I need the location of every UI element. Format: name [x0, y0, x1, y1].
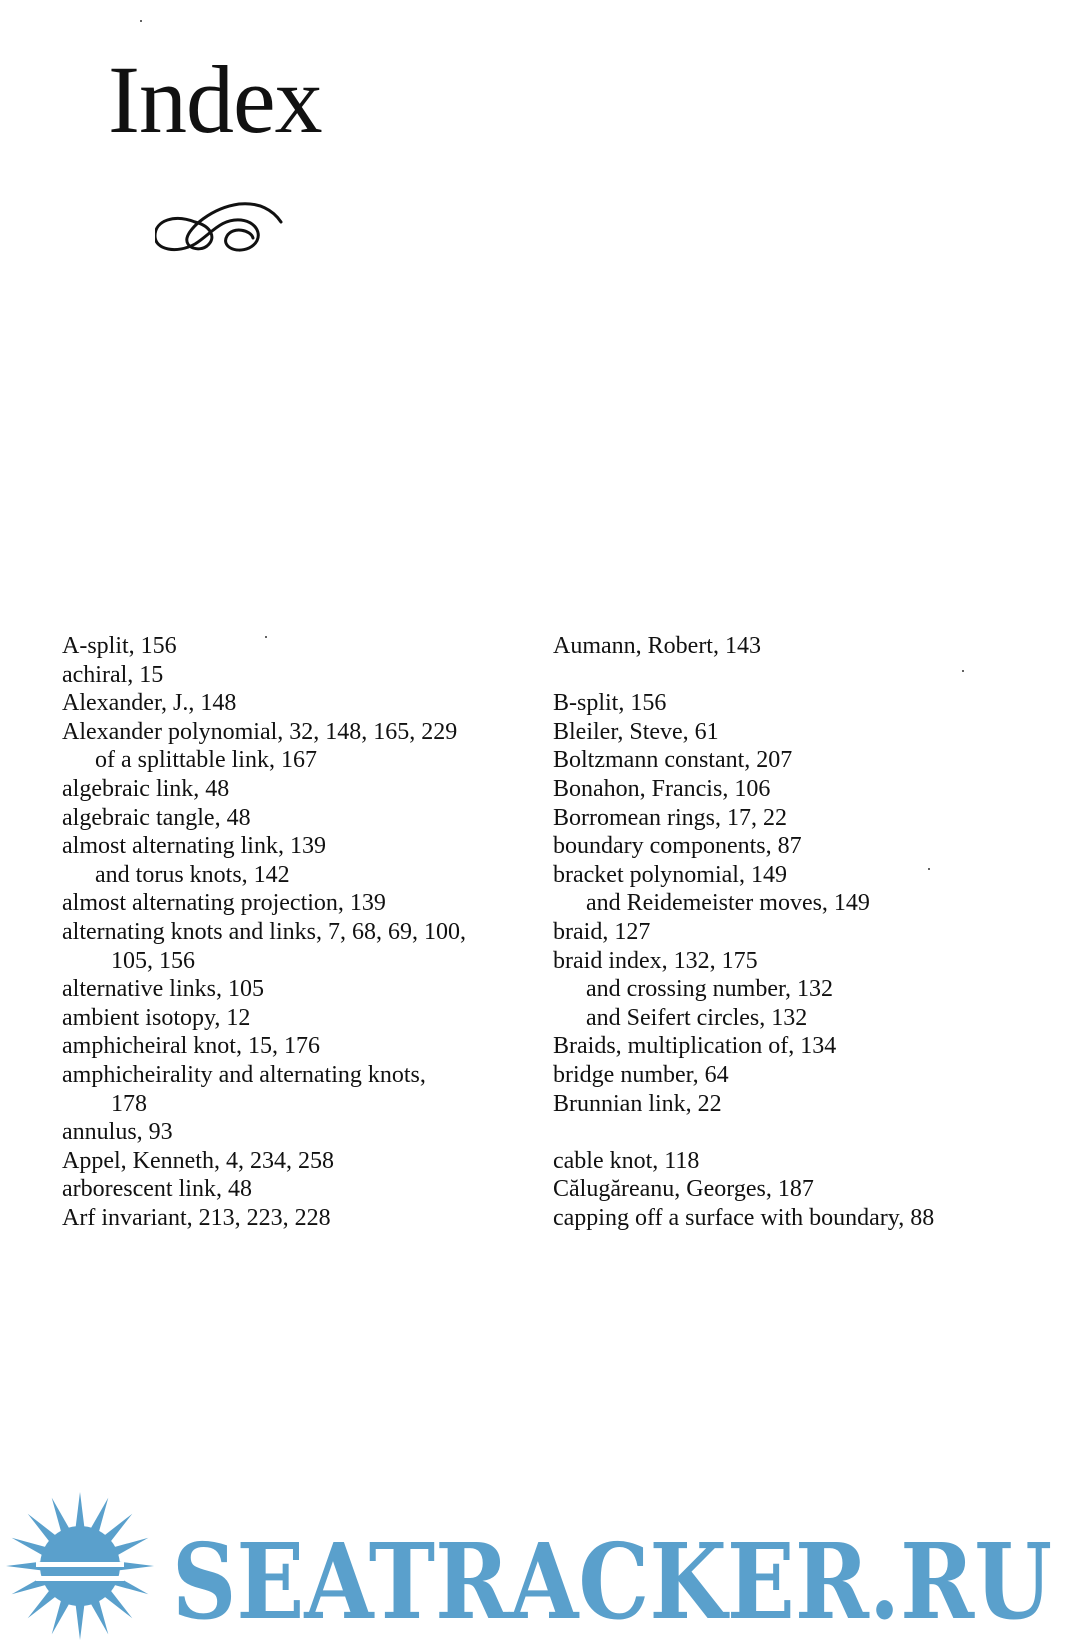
index-subentry: of a splittable link, 167	[95, 747, 317, 774]
index-entry: Bonahon, Francis, 106	[553, 775, 771, 802]
index-entry: capping off a surface with boundary, 88	[553, 1204, 935, 1231]
index-entry: almost alternating projection, 139	[62, 890, 386, 917]
sun-ray	[76, 1492, 85, 1528]
index-entry: Alexander, J., 148	[62, 690, 237, 717]
index-entry: A-split, 156	[62, 633, 177, 659]
index-entry: bracket polynomial, 149	[553, 861, 787, 888]
index-entry: Boltzmann constant, 207	[553, 747, 793, 774]
sun-ray	[52, 1498, 70, 1533]
index-entry: B-split, 156	[553, 690, 667, 717]
index-entry: alternative links, 105	[62, 976, 264, 1003]
index-subentry: and Reidemeister moves, 149	[586, 890, 870, 917]
index-entry: Braids, multiplication of, 134	[553, 1033, 837, 1060]
index-entry-continuation: 178	[111, 1090, 147, 1117]
index-entry: Appel, Kenneth, 4, 234, 258	[62, 1147, 334, 1174]
page-title: Index	[108, 46, 322, 153]
index-gap	[553, 1118, 1023, 1147]
sun-icon	[6, 1492, 154, 1640]
index-entry: bridge number, 64	[553, 1061, 729, 1088]
index-subentry: and torus knots, 142	[95, 861, 290, 888]
index-entry: algebraic tangle, 48	[62, 804, 251, 831]
index-entry: almost alternating link, 139	[62, 833, 326, 860]
index-entry: Brunnian link, 22	[553, 1090, 722, 1117]
index-entry: braid index, 132, 175	[553, 947, 758, 974]
index-entry: achiral, 15	[62, 661, 164, 688]
watermark	[0, 1490, 1080, 1642]
index-gap	[553, 661, 1023, 690]
sun-ray	[52, 1599, 70, 1634]
sun-ray	[113, 1538, 148, 1556]
sun-ray	[90, 1599, 108, 1634]
index-column-left	[62, 632, 522, 1232]
index-entry: algebraic link, 48	[62, 775, 230, 802]
sun-ray	[12, 1538, 47, 1556]
scan-speck	[140, 20, 142, 22]
index-entry: braid, 127	[553, 918, 651, 945]
index-entry: Aumann, Robert, 143	[553, 633, 761, 659]
index-subentry: and crossing number, 132	[586, 976, 833, 1003]
index-entry: boundary components, 87	[553, 833, 802, 860]
index-entry: Călugăreanu, Georges, 187	[553, 1176, 814, 1203]
index-entry: Alexander polynomial, 32, 148, 165, 229	[62, 718, 458, 745]
flourish-ornament-icon	[155, 200, 285, 260]
sun-ray	[90, 1498, 108, 1533]
index-entry: amphicheiral knot, 15, 176	[62, 1033, 320, 1060]
index-entry: arborescent link, 48	[62, 1176, 252, 1203]
index-entry: cable knot, 118	[553, 1147, 700, 1174]
index-subentry: and Seifert circles, 132	[586, 1004, 808, 1031]
index-column-right	[553, 632, 1023, 1232]
index-entry: amphicheirality and alternating knots,	[62, 1061, 426, 1088]
sun-ray	[76, 1604, 85, 1640]
index-entry: Arf invariant, 213, 223, 228	[62, 1204, 331, 1231]
index-entry: ambient isotopy, 12	[62, 1004, 251, 1031]
index-entry: annulus, 93	[62, 1119, 173, 1146]
watermark-text: SEATRACKER.RU	[172, 1520, 1052, 1642]
index-entry: Borromean rings, 17, 22	[553, 804, 787, 831]
index-entry-continuation: 105, 156	[111, 947, 195, 974]
index-entry: Bleiler, Steve, 61	[553, 718, 719, 745]
index-entry: alternating knots and links, 7, 68, 69, 100,	[62, 918, 466, 945]
